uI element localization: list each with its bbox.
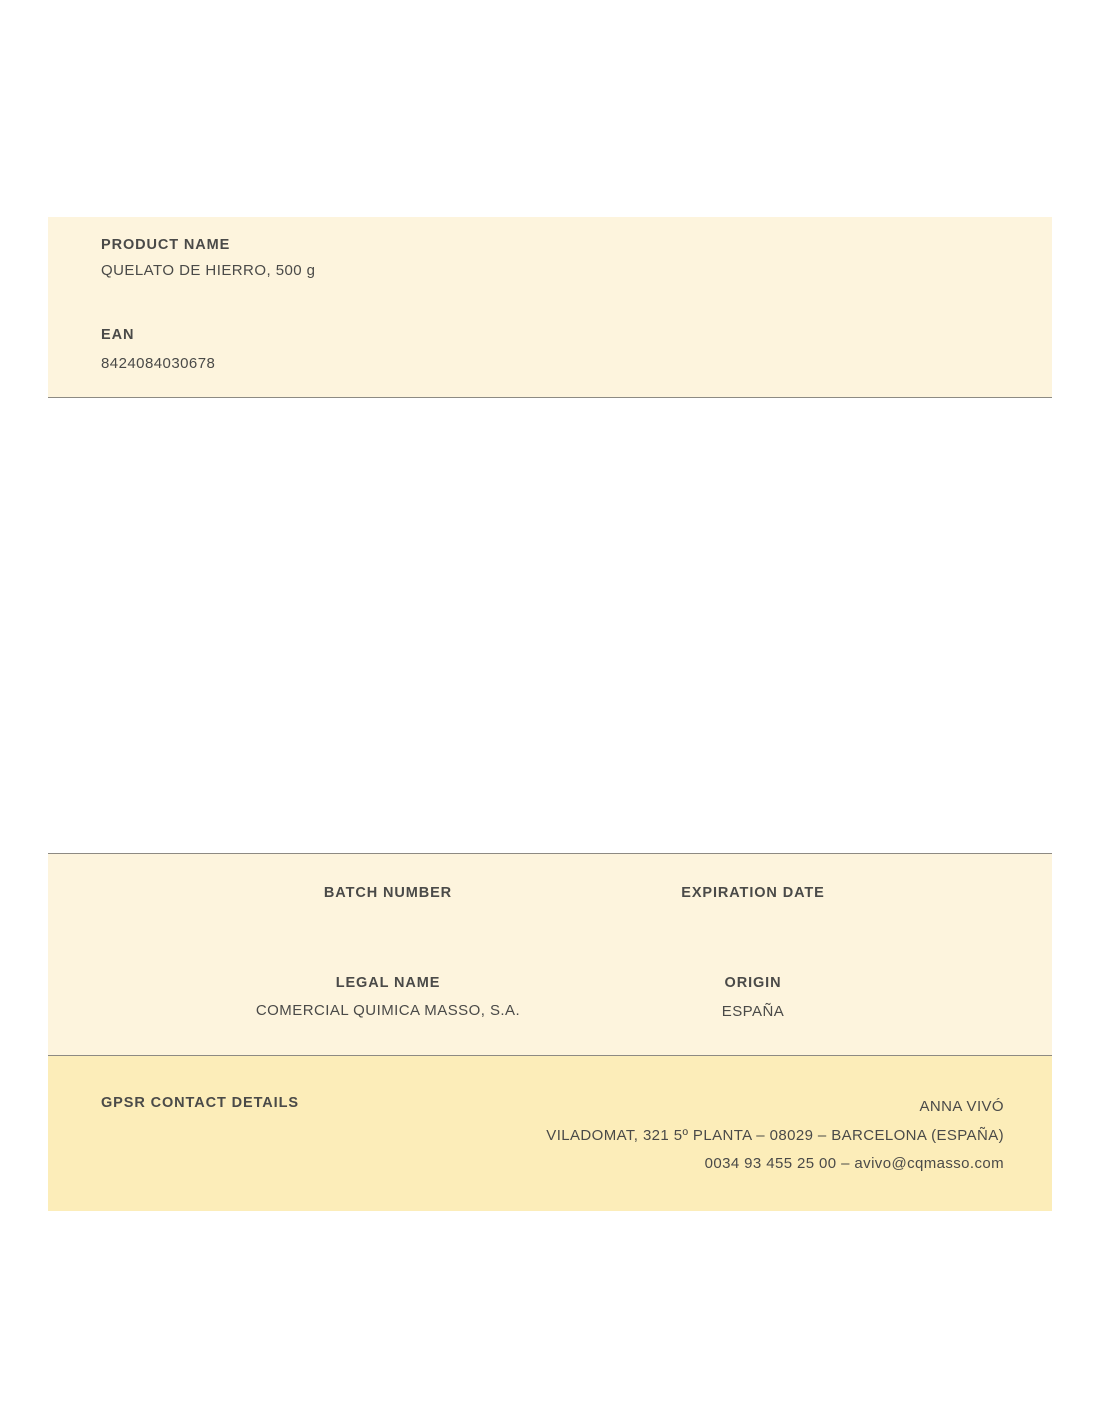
blank-content-area [48,398,1052,853]
gpsr-contact-section [48,1056,1052,1211]
batch-legal-section [48,853,1052,1056]
gpsr-contact-phone-email: 0034 93 455 25 00 – avivo@cqmasso.com [704,1155,1004,1172]
expiration-date-label: EXPIRATION DATE [681,885,825,901]
batch-number-label: BATCH NUMBER [323,885,453,901]
origin-value: ESPAÑA [721,1003,785,1020]
product-name-label: PRODUCT NAME [101,237,231,253]
legal-name-value: COMERCIAL QUIMICA MASSO, S.A. [255,1002,521,1019]
origin-label: ORIGIN [724,975,782,991]
product-identification-section [48,217,1052,398]
product-name-value: QUELATO DE HIERRO, 500 g [101,262,316,279]
ean-label: EAN [101,327,135,343]
gpsr-contact-details [546,1093,1004,1179]
gpsr-contact-label: GPSR CONTACT DETAILS [101,1095,299,1111]
gpsr-contact-address: VILADOMAT, 321 5º PLANTA – 08029 – BARCELONA (ESPAÑA) [546,1126,1004,1144]
legal-name-label: LEGAL NAME [335,975,441,991]
gpsr-contact-name: ANNA VIVÓ [919,1098,1004,1115]
ean-value: 8424084030678 [101,355,216,372]
